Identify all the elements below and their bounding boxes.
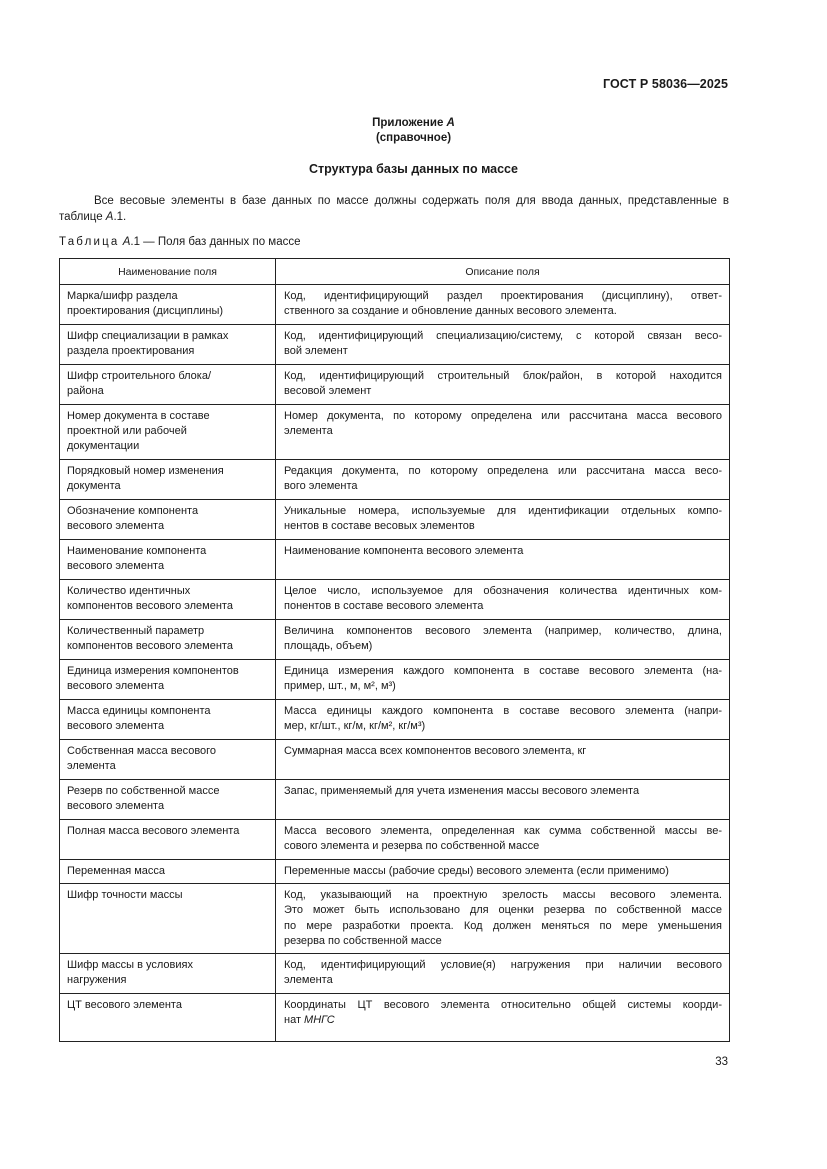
section-title: Структура базы данных по массе [309,162,518,176]
field-description-cell [276,580,730,620]
table-row [60,660,730,700]
field-name-line: Шифр строительного блока/ [67,370,212,382]
field-name-line: элемента [67,760,116,773]
appendix-heading [0,116,827,145]
field-name-cell [60,460,276,500]
field-name-cell [60,540,276,580]
page-number: 33 [715,1056,728,1068]
table-caption: Таблица А.1 — Поля баз данных по массе [59,236,301,248]
field-description-line: Координаты ЦТ весового элемента относительно общей системы коорди- [284,999,722,1012]
field-name-cell [60,884,276,954]
table-row [60,540,730,580]
field-name-cell [60,285,276,325]
field-name-line: Единица измерения компонентов [67,665,239,677]
field-description-line: нат МНГС [284,1014,335,1027]
field-name-cell [60,580,276,620]
field-description-cell [276,820,730,860]
table-row [60,820,730,860]
field-description-line: Код, указывающий на проектную зрелость массы весового элемента. [284,889,722,902]
field-name-line: Резерв по собственной массе [67,785,220,797]
field-description-line: элемента [284,974,333,987]
field-description-cell [276,540,730,580]
field-description-line: Редакция документа, по которому определена или рассчитана масса весо- [284,465,722,477]
table-row [60,740,730,780]
field-name-line: Количество идентичных [67,585,191,597]
field-description-line: Величина компонентов весового элемента (например, количество, длина, [284,625,722,637]
field-name-line: Шифр специализации в рамках [67,330,229,342]
field-description-line: ственного за создание и обновление данных весового элемента. [284,305,617,318]
field-name-line: Собственная масса весового [67,745,217,757]
table-row [60,620,730,660]
field-name-line: весового элемента [67,520,165,533]
field-name-line: Обозначение компонента [67,505,199,517]
intro-paragraph: Все весовые элементы в базе данных по массе должны содержать поля для ввода данных, представленные в таблице А.1. [59,195,729,223]
field-description-cell [276,700,730,740]
field-name-line: Наименование компонента [67,545,207,557]
field-description-line: вого элемента [284,480,358,493]
field-name-cell [60,820,276,860]
field-name-cell [60,860,276,884]
field-description-line: Код, идентифицирующий строительный блок/район, в которой находится [284,370,722,382]
table-body [60,285,730,1042]
appendix-type: (справочное) [375,131,452,144]
field-description-line: понентов в составе весового элемента [284,600,484,613]
field-description-line: Уникальные номера, используемые для идентификации отдельных компо- [284,505,722,517]
field-description-line: нентов в составе весовых элементов [284,520,475,533]
field-name-line: весового элемента [67,680,165,693]
table-row [60,325,730,365]
field-name-cell [60,500,276,540]
field-name-line: проектной или рабочей [67,425,187,438]
table-row [60,700,730,740]
field-name-cell [60,325,276,365]
field-description-line: по мере разработки проекта. Код должен меняться по мере уменьшения [284,919,722,932]
field-name-line: района [67,385,104,398]
field-description-cell [276,460,730,500]
fields-table [59,258,730,1042]
field-name-cell [60,660,276,700]
field-description-cell [276,365,730,405]
table-row [60,780,730,820]
field-name-line: документа [67,480,121,493]
table-header-row [60,259,730,285]
field-name-cell [60,405,276,460]
field-description-line: Масса весового элемента, определенная как сумма собственной массы ве- [284,825,722,837]
field-name-line: раздела проектирования [67,345,195,358]
field-description-line: Наименование компонента весового элемента [284,545,524,557]
field-description-line: вой элемент [284,345,348,358]
field-name-line: Марка/шифр раздела [67,290,178,302]
appendix-title: Приложение А [372,117,455,129]
field-name-cell [60,700,276,740]
field-name-line: весового элемента [67,720,165,733]
column-header-description: Описание поля [276,259,730,285]
field-description-cell [276,740,730,780]
field-name-line: компонентов весового элемента [67,600,233,613]
field-description-line: весовой элемент [284,385,372,398]
field-description-line: резерва по собственной массе [284,934,442,947]
field-name-line: Полная масса весового элемента [67,825,240,837]
table-row [60,365,730,405]
field-description-line: Код, идентифицирующий условие(я) нагружения при наличии весового [284,959,722,972]
table-row [60,405,730,460]
field-name-line: ЦТ весового элемента [67,999,182,1012]
field-description-line: Единица измерения каждого компонента в составе весового элемента (на- [284,665,722,677]
field-description-cell [276,285,730,325]
field-description-line: Целое число, используемое для обозначения количества идентичных ком- [284,585,722,597]
table-row [60,580,730,620]
field-description-line: сового элемента и резерва по собственной массе [284,840,540,853]
standard-code: ГОСТ Р 58036—2025 [602,77,728,91]
field-name-line: компонентов весового элемента [67,640,233,653]
table-row [60,460,730,500]
field-description-line: площадь, объем) [284,640,373,653]
field-name-cell [60,365,276,405]
field-description-line: Код, идентифицирующий специализацию/систему, с которой связан весо- [284,330,722,342]
field-description-cell [276,994,730,1042]
field-name-line: Количественный параметр [67,625,205,637]
field-description-cell [276,954,730,994]
field-description-cell [276,884,730,954]
field-name-line: Шифр массы в условиях [67,959,193,972]
field-description-line: Суммарная масса всех компонентов весового элемента, кг [284,745,587,757]
field-description-cell [276,620,730,660]
field-name-line: Переменная масса [67,865,166,877]
field-name-cell [60,780,276,820]
field-description-cell [276,780,730,820]
field-description-line: Переменные массы (рабочие среды) весового элемента (если применимо) [284,865,669,877]
field-name-line: Масса единицы компонента [67,705,211,717]
field-name-line: проектирования (дисциплины) [67,305,224,318]
table-row [60,285,730,325]
table-row [60,994,730,1042]
field-name-line: Номер документа в составе [67,410,210,422]
field-description-line: мер, кг/шт., кг/м, кг/м², кг/м³) [284,720,426,733]
field-description-cell [276,325,730,365]
field-description-cell [276,405,730,460]
field-description-line: Номер документа, по которому определена или рассчитана масса весового [284,410,722,422]
field-description-line: Это может быть использовано для оценки резерва по собственной массе [284,904,722,917]
field-name-cell [60,620,276,660]
table-row [60,954,730,994]
field-name-cell [60,740,276,780]
table-row [60,860,730,884]
field-name-line: весового элемента [67,560,165,573]
field-description-line: Запас, применяемый для учета изменения массы весового элемента [284,785,640,797]
field-description-line: пример, шт., м, м², м³) [284,680,396,693]
field-description-cell [276,500,730,540]
field-description-cell [276,860,730,884]
table-row [60,884,730,954]
field-description-line: Масса единицы каждого компонента в составе весового элемента (напри- [284,705,722,717]
field-description-line: элемента [284,425,333,438]
field-description-cell [276,660,730,700]
column-header-name: Наименование поля [60,259,276,285]
field-name-cell [60,994,276,1042]
field-name-line: весового элемента [67,800,165,813]
field-name-line: Порядковый номер изменения [67,465,224,477]
field-description-line: Код, идентифицирующий раздел проектирования (дисциплину), ответ- [284,290,722,302]
field-name-cell [60,954,276,994]
field-name-line: документации [67,440,140,453]
table-row [60,500,730,540]
field-name-line: нагружения [67,974,127,987]
field-name-line: Шифр точности массы [67,889,183,902]
